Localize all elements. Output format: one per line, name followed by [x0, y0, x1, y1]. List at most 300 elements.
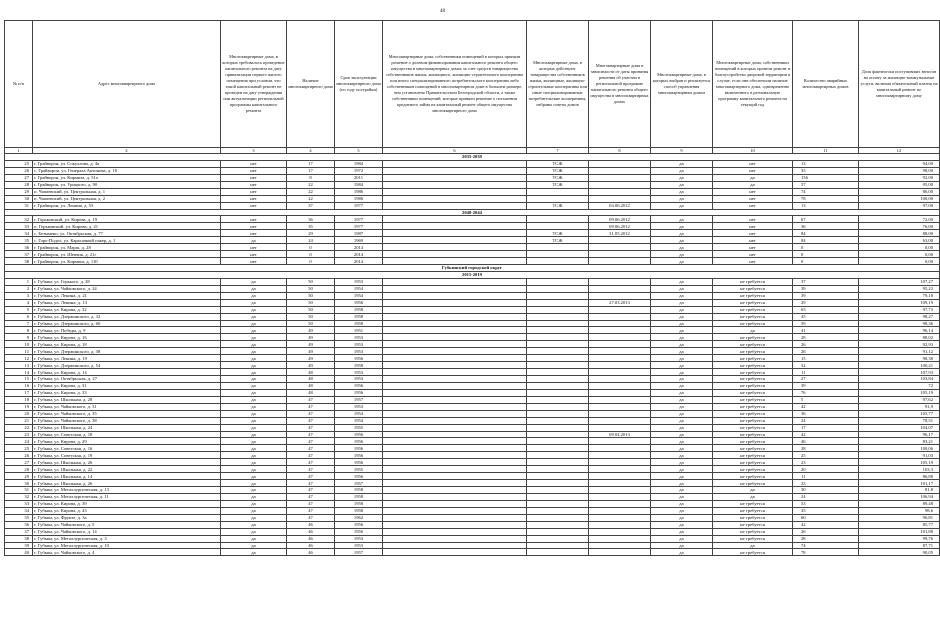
table-cell: 72,00	[859, 216, 940, 223]
table-cell: 48	[287, 389, 335, 396]
table-cell	[383, 195, 527, 202]
table-cell: 50	[287, 299, 335, 306]
table-cell: 22	[5, 424, 33, 431]
table-cell: 37	[287, 202, 335, 209]
table-cell	[527, 299, 589, 306]
table-cell: 2014	[335, 251, 383, 258]
table-row	[5, 500, 940, 507]
table-cell: да	[221, 389, 287, 396]
table-cell	[383, 334, 527, 341]
table-cell	[527, 431, 589, 438]
table-cell: 90,05	[859, 549, 940, 556]
table-cell: 11	[5, 348, 33, 355]
table-cell	[527, 549, 589, 556]
table-cell: 24	[5, 438, 33, 445]
table-cell: не требуется	[713, 285, 793, 292]
table-cell: да	[651, 320, 713, 327]
table-cell: 22	[287, 188, 335, 195]
table-cell: да	[651, 382, 713, 389]
table-cell: г. Грайворон, ул. Марш, д. 28	[33, 244, 221, 251]
table-cell: да	[651, 313, 713, 320]
table-cell: 36	[5, 521, 33, 528]
table-cell: 36	[793, 410, 859, 417]
table-cell: 23	[5, 431, 33, 438]
table-cell: да	[651, 285, 713, 292]
table-cell: 1958	[335, 313, 383, 320]
table-cell: да	[651, 244, 713, 251]
table-cell: 24	[793, 417, 859, 424]
table-cell	[527, 223, 589, 230]
table-cell	[383, 431, 527, 438]
table-cell: г. Губкин, ул. Кирова, д. 18	[33, 341, 221, 348]
table-row	[5, 445, 940, 452]
table-cell: не требуется	[713, 480, 793, 487]
table-cell	[527, 403, 589, 410]
table-cell: 0	[793, 258, 859, 265]
table-cell: 76,00	[859, 223, 940, 230]
header-cell: Многоквартирные дома, собственники помещений в которых приняли решение о долевом финансировании капитального ремонта общего имущества в многоквартирных домах за счет средств товарищества собственников жилья, жилищного, жилищно-строительного кооператива или иного специализированного потребительского кооператива либо собственников помещений в многоквартирном доме в большем размере, чем установлено Правительством Белгородской области, а также собственники помещений, которые приняли решение о погашении кредитного займа на капитальный ремонт общего имущества многоквартирного дома	[383, 21, 527, 148]
table-cell: нет	[221, 188, 287, 195]
table-cell	[589, 292, 651, 299]
table-cell: да	[651, 521, 713, 528]
table-cell	[589, 313, 651, 320]
table-cell	[589, 382, 651, 389]
table-cell: 42	[793, 403, 859, 410]
table-cell: да	[651, 438, 713, 445]
table-cell: 47	[287, 431, 335, 438]
table-cell: 26	[5, 452, 33, 459]
table-cell: 47	[287, 452, 335, 459]
table-row	[5, 230, 940, 237]
table-row	[5, 480, 940, 487]
table-cell: 1956	[335, 521, 383, 528]
table-cell	[383, 313, 527, 320]
table-cell: да	[221, 278, 287, 285]
table-cell: 1977	[335, 223, 383, 230]
column-number: 8	[589, 148, 651, 154]
table-cell: 1954	[335, 417, 383, 424]
table-cell: 1984	[335, 160, 383, 167]
table-cell: да	[651, 306, 713, 313]
table-cell: 35	[5, 514, 33, 521]
table-cell: 22	[287, 181, 335, 188]
table-row	[5, 369, 940, 376]
table-cell: нет	[713, 244, 793, 251]
table-cell: да	[651, 459, 713, 466]
table-cell: нет	[713, 216, 793, 223]
table-cell: да	[221, 396, 287, 403]
table-cell: 53	[793, 500, 859, 507]
table-cell: 1987	[335, 230, 383, 237]
table-cell: ТСЖ	[527, 237, 589, 244]
header-cell: Срок эксплуатации многоквартирного дома (по году постройки)	[335, 21, 383, 148]
table-cell: 49	[287, 362, 335, 369]
table-cell: нет	[713, 258, 793, 265]
table-cell: да	[651, 174, 713, 181]
table-cell	[527, 514, 589, 521]
table-cell	[383, 493, 527, 500]
table-cell: 50	[287, 313, 335, 320]
table-cell: не требуется	[713, 341, 793, 348]
table-cell: г. Губкин, ул. Металлургическая, д. 10	[33, 542, 221, 549]
table-cell: не требуется	[713, 292, 793, 299]
table-row	[5, 507, 940, 514]
table-cell: г. Губкин, ул. Металлургическая, д. 11	[33, 493, 221, 500]
table-cell: г. Губкин, ул. Горького, д. 28	[33, 278, 221, 285]
table-cell: не требуется	[713, 306, 793, 313]
table-cell: 3	[5, 292, 33, 299]
table-cell: 83,21	[859, 438, 940, 445]
table-cell: ТСЖ	[527, 167, 589, 174]
table-cell: 1956	[335, 452, 383, 459]
table-cell: 67	[793, 216, 859, 223]
table-cell: г. Губкин, ул. Чайковского, д. 14	[33, 528, 221, 535]
table-cell: 86,00	[859, 188, 940, 195]
table-cell: 32	[793, 362, 859, 369]
table-cell: да	[651, 188, 713, 195]
table-cell	[589, 459, 651, 466]
table-row	[5, 299, 940, 306]
table-cell	[527, 528, 589, 535]
table-cell: нет	[221, 195, 287, 202]
table-cell: да	[221, 348, 287, 355]
table-cell: не требуется	[713, 389, 793, 396]
table-cell: 39	[5, 542, 33, 549]
table-cell: 106,94	[859, 493, 940, 500]
table-cell: да	[651, 417, 713, 424]
table-cell	[383, 202, 527, 209]
table-cell	[383, 480, 527, 487]
table-cell: 47	[287, 445, 335, 452]
table-cell: 14	[5, 369, 33, 376]
table-cell: да	[221, 507, 287, 514]
table-cell	[383, 320, 527, 327]
table-cell	[383, 528, 527, 535]
table-row	[5, 389, 940, 396]
table-cell: 0	[287, 244, 335, 251]
table-row	[5, 473, 940, 480]
table-cell: нет	[713, 237, 793, 244]
table-cell	[527, 341, 589, 348]
table-cell: 28	[5, 466, 33, 473]
table-cell: 100,06	[859, 445, 940, 452]
table-cell: нет	[221, 223, 287, 230]
table-cell	[589, 181, 651, 188]
table-cell: 36	[287, 216, 335, 223]
table-cell: 98,38	[859, 355, 940, 362]
table-cell: да	[221, 445, 287, 452]
table-cell: да	[221, 424, 287, 431]
table-cell: не требуется	[713, 507, 793, 514]
table-cell: 1956	[335, 445, 383, 452]
table-cell	[527, 521, 589, 528]
table-cell	[383, 299, 527, 306]
table-cell	[589, 549, 651, 556]
table-cell: 34	[5, 507, 33, 514]
table-cell: ТСЖ	[527, 174, 589, 181]
table-cell: 72	[859, 382, 940, 389]
table-cell	[383, 355, 527, 362]
table-cell: 105,19	[859, 459, 940, 466]
table-cell: да	[651, 473, 713, 480]
table-cell	[527, 216, 589, 223]
table-cell: 1957	[335, 480, 383, 487]
table-cell: да	[651, 202, 713, 209]
table-cell: нет	[713, 223, 793, 230]
table-cell: г. Грайворон, ул. Шевчик, д. 21г	[33, 251, 221, 258]
table-cell: да	[651, 292, 713, 299]
table-row	[5, 417, 940, 424]
table-cell: 0,00	[859, 251, 940, 258]
table-cell	[527, 493, 589, 500]
table-cell: да	[221, 528, 287, 535]
table-cell	[589, 493, 651, 500]
table-cell: 20	[793, 466, 859, 473]
table-cell: 1986	[335, 188, 383, 195]
table-row	[5, 341, 940, 348]
table-cell	[527, 382, 589, 389]
table-cell: 101,17	[859, 480, 940, 487]
table-cell: да	[221, 549, 287, 556]
table-cell: 15	[5, 376, 33, 383]
table-cell: не требуется	[713, 445, 793, 452]
table-cell: 104,07	[859, 424, 940, 431]
table-cell: г. Губкин, ул. Дзержинского, д. 54	[33, 362, 221, 369]
table-cell: да	[651, 493, 713, 500]
table-cell: г. Губкин, ул. Чайковского, д. 24	[33, 285, 221, 292]
table-cell: да	[651, 251, 713, 258]
table-cell: не требуется	[713, 299, 793, 306]
table-cell	[527, 500, 589, 507]
table-cell	[527, 251, 589, 258]
table-cell	[589, 500, 651, 507]
header-cell: Многоквартирные дома, в которых требовалось проведение капитального ремонта на дату приватизации первого жилого помещения при условии, что такой капитальный ремонт не проведен на дату утверждения или актуализации региональной программы капитального ремонта	[221, 21, 287, 148]
table-cell: 1958	[335, 306, 383, 313]
table-cell	[383, 438, 527, 445]
table-cell	[383, 167, 527, 174]
table-row	[5, 493, 940, 500]
table-cell	[383, 389, 527, 396]
table-cell: да	[651, 167, 713, 174]
table-cell: 78	[793, 549, 859, 556]
table-cell	[589, 251, 651, 258]
table-cell: 0,00	[859, 244, 940, 251]
table-cell: да	[651, 445, 713, 452]
section-row	[5, 271, 940, 278]
table-cell	[589, 341, 651, 348]
table-cell: 1954	[335, 292, 383, 299]
table-cell: 28	[793, 535, 859, 542]
table-cell: 37	[793, 278, 859, 285]
column-number: 5	[335, 148, 383, 154]
table-cell: 34	[5, 230, 33, 237]
table-cell: да	[651, 480, 713, 487]
table-cell: да	[221, 320, 287, 327]
table-cell	[527, 389, 589, 396]
table-cell	[383, 327, 527, 334]
table-row	[5, 202, 940, 209]
table-cell: г. Губкин, ул. Школьная, д. 22	[33, 466, 221, 473]
table-cell: да	[651, 355, 713, 362]
table-cell: 1953	[335, 341, 383, 348]
table-cell: 2014	[335, 258, 383, 265]
table-cell: 39	[793, 382, 859, 389]
table-row	[5, 278, 940, 285]
table-cell: нет	[221, 160, 287, 167]
table-cell	[589, 237, 651, 244]
table-cell: не требуется	[713, 313, 793, 320]
table-cell: 1957	[335, 549, 383, 556]
table-cell: да	[651, 195, 713, 202]
table-cell: 1956	[335, 438, 383, 445]
table-cell	[527, 452, 589, 459]
table-cell: п. Чапаевский, ул. Центральная, д. 1	[33, 188, 221, 195]
table-cell	[383, 181, 527, 188]
table-cell: 1956	[335, 382, 383, 389]
table-cell	[527, 320, 589, 327]
table-cell: 46	[287, 549, 335, 556]
table-cell: 20	[5, 410, 33, 417]
table-cell: 50	[287, 306, 335, 313]
table-cell: 47	[287, 396, 335, 403]
table-cell: 17	[287, 167, 335, 174]
table-cell: не требуется	[713, 362, 793, 369]
table-cell: г. Грайворон, ул. Кирмиза, д. 51а	[33, 174, 221, 181]
table-cell	[527, 188, 589, 195]
table-cell: 78,51	[859, 417, 940, 424]
table-cell	[527, 292, 589, 299]
table-row	[5, 237, 940, 244]
table-cell: 11	[793, 473, 859, 480]
table-cell	[527, 348, 589, 355]
table-cell: да	[651, 237, 713, 244]
table-cell: г. Губкин, ул. Кирова, д. 31	[33, 382, 221, 389]
table-cell: да	[651, 424, 713, 431]
table-cell: 47	[287, 480, 335, 487]
table-cell: 49	[287, 341, 335, 348]
table-cell: 1962	[335, 514, 383, 521]
table-cell: да	[651, 396, 713, 403]
table-cell: да	[713, 174, 793, 181]
table-cell	[527, 535, 589, 542]
table-row	[5, 258, 940, 265]
table-cell: 1958	[335, 507, 383, 514]
table-cell: п. Чапаевский, ул. Центральная, д. 2	[33, 195, 221, 202]
table-cell: 0,00	[859, 258, 940, 265]
table-cell	[527, 480, 589, 487]
table-cell: нет	[221, 251, 287, 258]
table-cell: 5	[5, 306, 33, 313]
table-cell: 107,93	[859, 369, 940, 376]
table-cell	[589, 167, 651, 174]
table-cell: 101,88	[859, 528, 940, 535]
table-cell: не требуется	[713, 521, 793, 528]
table-cell: 103,84	[859, 376, 940, 383]
table-row	[5, 403, 940, 410]
table-cell: 99,76	[859, 535, 940, 542]
table-cell	[527, 306, 589, 313]
table-cell: 17	[5, 389, 33, 396]
table-cell: г. Губкин, ул. Школьная, д. 24	[33, 424, 221, 431]
table-cell: 27	[5, 459, 33, 466]
table-cell: нет	[221, 244, 287, 251]
table-cell: да	[651, 348, 713, 355]
table-cell: 1984	[335, 181, 383, 188]
table-cell: г. Губкин, ул. Чайковского, д. 38	[33, 417, 221, 424]
table-cell: 74	[793, 542, 859, 549]
table-cell: да	[651, 466, 713, 473]
table-cell: с. Горо-Подол, ул. Карасачный пакер, д. 1	[33, 237, 221, 244]
table-cell: нет	[221, 167, 287, 174]
table-cell: да	[221, 487, 287, 494]
table-cell: 16	[5, 382, 33, 389]
table-cell	[527, 313, 589, 320]
table-cell: 88,02	[859, 334, 940, 341]
table-cell: 29	[5, 473, 33, 480]
table-row	[5, 452, 940, 459]
table-row	[5, 535, 940, 542]
table-cell: 85,77	[859, 521, 940, 528]
table-cell: да	[221, 341, 287, 348]
table-cell: не требуется	[713, 334, 793, 341]
table-cell: 0	[287, 258, 335, 265]
table-cell	[589, 285, 651, 292]
table-cell: 0	[287, 251, 335, 258]
table-cell: не требуется	[713, 535, 793, 542]
table-row	[5, 410, 940, 417]
table-cell: 41	[793, 327, 859, 334]
table-cell: 11	[793, 369, 859, 376]
table-cell	[589, 389, 651, 396]
table-cell: 45	[793, 313, 859, 320]
table-cell: 97,62	[859, 396, 940, 403]
table-cell: 29	[5, 188, 33, 195]
table-cell: п. Горьковский, ул. Кирова, д. 21	[33, 223, 221, 230]
table-cell	[527, 424, 589, 431]
table-cell: 46	[287, 535, 335, 542]
table-cell: да	[221, 292, 287, 299]
table-cell: не требуется	[713, 424, 793, 431]
table-cell: нет	[713, 251, 793, 258]
table-cell: да	[651, 389, 713, 396]
table-cell: да	[221, 376, 287, 383]
table-cell: да	[221, 431, 287, 438]
table-cell: г. Губкин, ул. Чайковского, д. 35	[33, 410, 221, 417]
table-cell: 46	[287, 521, 335, 528]
table-row	[5, 313, 940, 320]
table-cell: 30	[793, 487, 859, 494]
table-cell: 30	[5, 480, 33, 487]
table-cell: г. Грайворон, ул. Ленина, д. 53	[33, 202, 221, 209]
header-cell: Доля фактически поступивших взносов на оплату за жилищно-коммунальные услуги, включая обязательный платеж на капитальный ремонт по многоквартирному дому	[859, 21, 940, 148]
table-cell: 1977	[335, 216, 383, 223]
table-cell: 74	[793, 188, 859, 195]
table-cell: 105,19	[859, 389, 940, 396]
table-cell: да	[221, 438, 287, 445]
table-cell: да	[651, 514, 713, 521]
table-cell: 1955	[335, 424, 383, 431]
table-cell: 84	[793, 230, 859, 237]
table-cell: 49	[287, 348, 335, 355]
table-cell	[589, 403, 651, 410]
table-cell: да	[651, 216, 713, 223]
table-row	[5, 521, 940, 528]
table-cell: 13	[793, 202, 859, 209]
table-cell: да	[221, 237, 287, 244]
table-cell	[383, 507, 527, 514]
table-cell: да	[651, 535, 713, 542]
section-title: 2015-2019	[5, 271, 940, 278]
